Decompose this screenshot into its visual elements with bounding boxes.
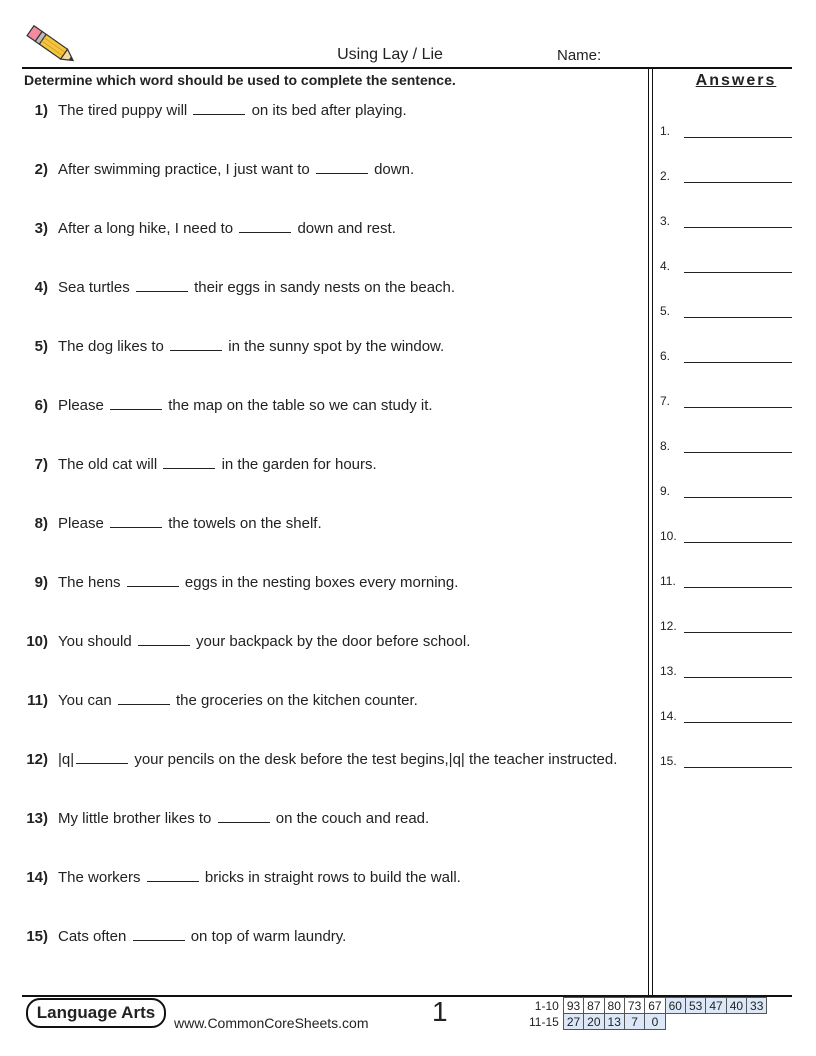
answer-line[interactable]	[660, 574, 792, 588]
answer-line[interactable]	[660, 484, 792, 498]
question-item	[22, 632, 622, 651]
question-text: The hens	[58, 574, 121, 591]
question-text: bricks in straight rows to build the wall.	[204, 869, 461, 886]
score-cell: 80	[604, 998, 624, 1014]
answer-blank[interactable]	[133, 927, 185, 941]
answer-line[interactable]	[660, 709, 792, 723]
score-cell: 33	[747, 998, 767, 1014]
score-cell: 53	[685, 998, 705, 1014]
answer-number: 4.	[660, 259, 671, 273]
question-text: in the garden for hours.	[221, 456, 377, 473]
question-number: 6)	[34, 397, 48, 414]
score-cell: 67	[645, 998, 665, 1014]
question-number: 10)	[26, 633, 48, 650]
answer-number: 13.	[660, 664, 677, 678]
question-text: their eggs in sandy nests on the beach.	[194, 279, 456, 296]
score-row-label: 1-10	[526, 998, 563, 1014]
answer-blank[interactable]	[136, 278, 188, 292]
answer-blank[interactable]	[138, 632, 190, 646]
question-item	[22, 750, 622, 769]
answer-line[interactable]	[660, 394, 792, 408]
question-number: 7)	[34, 456, 48, 473]
question-text: Sea turtles	[58, 279, 130, 296]
page-title: Using Lay / Lie	[337, 46, 443, 63]
score-cell: 87	[584, 998, 604, 1014]
answer-line[interactable]	[660, 214, 792, 228]
answer-blank[interactable]	[239, 219, 291, 233]
question-text: The old cat will	[58, 456, 158, 473]
website-url: www.CommonCoreSheets.com	[174, 1015, 369, 1031]
score-cell: 93	[563, 998, 583, 1014]
answer-blank[interactable]	[76, 750, 128, 764]
score-cell: 60	[665, 998, 685, 1014]
answer-line[interactable]	[660, 439, 792, 453]
question-text: The tired puppy will	[58, 102, 188, 119]
answer-line[interactable]	[660, 169, 792, 183]
answer-line[interactable]	[660, 619, 792, 633]
score-cell: 7	[624, 1014, 644, 1030]
score-table	[526, 997, 767, 1030]
question-text: down and rest.	[297, 220, 396, 237]
score-cell: 47	[706, 998, 726, 1014]
score-row-label: 11-15	[526, 1014, 563, 1030]
question-number: 2)	[34, 161, 48, 178]
answer-line[interactable]	[660, 304, 792, 318]
question-text: the towels on the shelf.	[168, 515, 322, 532]
question-text: After swimming practice, I just want to	[58, 161, 310, 178]
answers-title: Answers	[695, 72, 777, 89]
question-text: in the sunny spot by the window.	[228, 338, 445, 355]
score-cell: 13	[604, 1014, 624, 1030]
answer-number: 12.	[660, 619, 677, 633]
answer-number: 2.	[660, 169, 671, 183]
answer-line[interactable]	[660, 754, 792, 768]
score-row	[526, 998, 767, 1014]
question-item	[22, 927, 622, 946]
instructions: Determine which word should be used to complete the sentence.	[24, 72, 456, 88]
score-cell: 27	[563, 1014, 583, 1030]
answer-number: 5.	[660, 304, 671, 318]
question-text: Please	[58, 397, 104, 414]
answer-blank[interactable]	[110, 514, 162, 528]
question-item	[22, 160, 622, 179]
question-number: 3)	[34, 220, 48, 237]
question-item	[22, 455, 622, 474]
question-number: 1)	[34, 102, 48, 119]
answer-blank[interactable]	[193, 101, 245, 115]
score-cell: 0	[645, 1014, 665, 1030]
question-text: My little brother likes to	[58, 810, 212, 827]
question-item	[22, 868, 622, 887]
answer-number: 7.	[660, 394, 671, 408]
score-cell: 73	[624, 998, 644, 1014]
answer-number: 1.	[660, 124, 671, 138]
column-divider	[648, 68, 653, 996]
answer-number: 15.	[660, 754, 677, 768]
question-text: your backpack by the door before school.	[196, 633, 471, 650]
answer-number: 8.	[660, 439, 671, 453]
question-item	[22, 514, 622, 533]
question-text: your pencils on the desk before the test begins,|q| the teacher instructed.	[134, 751, 618, 768]
question-text: eggs in the nesting boxes every morning.	[184, 574, 459, 591]
question-number: 5)	[34, 338, 48, 355]
header-divider	[22, 67, 792, 69]
answer-number: 3.	[660, 214, 671, 228]
subject-badge: Language Arts	[26, 998, 166, 1028]
question-text: on the couch and read.	[275, 810, 430, 827]
question-item	[22, 691, 622, 710]
question-text: Please	[58, 515, 104, 532]
question-text: After a long hike, I need to	[58, 220, 234, 237]
question-number: 11)	[27, 692, 48, 709]
score-cell: 20	[584, 1014, 604, 1030]
question-text: Cats often	[58, 928, 127, 945]
question-text: on top of warm laundry.	[190, 928, 347, 945]
answer-blank[interactable]	[218, 809, 270, 823]
answer-number: 10.	[660, 529, 677, 543]
answer-blank[interactable]	[127, 573, 179, 587]
question-text: the groceries on the kitchen counter.	[176, 692, 418, 709]
answer-number: 9.	[660, 484, 671, 498]
score-cell: 40	[726, 998, 746, 1014]
name-label: Name:	[557, 47, 602, 64]
question-text: The dog likes to	[58, 338, 164, 355]
answer-line[interactable]	[660, 124, 792, 138]
question-text: on its bed after playing.	[251, 102, 407, 119]
answer-number: 11.	[660, 574, 676, 588]
question-text: You can	[58, 692, 112, 709]
question-item	[22, 219, 622, 238]
question-text: the map on the table so we can study it.	[168, 397, 433, 414]
question-text: |q|	[58, 751, 75, 768]
question-text: The workers	[58, 869, 141, 886]
question-item	[22, 809, 622, 828]
answer-blank[interactable]	[118, 691, 170, 705]
question-number: 15)	[26, 928, 48, 945]
answer-number: 14.	[660, 709, 677, 723]
question-number: 9)	[34, 574, 48, 591]
answer-blank[interactable]	[316, 160, 368, 174]
question-item	[22, 278, 622, 297]
answer-blank[interactable]	[110, 396, 162, 410]
answer-line[interactable]	[660, 529, 792, 543]
question-number: 8)	[34, 515, 48, 532]
answer-line[interactable]	[660, 259, 792, 273]
question-text: down.	[374, 161, 415, 178]
question-number: 4)	[34, 279, 48, 296]
question-item	[22, 573, 622, 592]
page-number: 1	[432, 996, 448, 1027]
answer-blank[interactable]	[147, 868, 199, 882]
question-number: 14)	[26, 869, 48, 886]
answer-line[interactable]	[660, 664, 792, 678]
question-text: You should	[58, 633, 132, 650]
answer-blank[interactable]	[170, 337, 222, 351]
question-number: 13)	[26, 810, 48, 827]
answer-blank[interactable]	[163, 455, 215, 469]
answer-number: 6.	[660, 349, 671, 363]
answer-line[interactable]	[660, 349, 792, 363]
question-item	[22, 396, 622, 415]
question-item	[22, 101, 622, 120]
score-row	[526, 1014, 767, 1030]
question-number: 12)	[26, 751, 48, 768]
question-item	[22, 337, 622, 356]
